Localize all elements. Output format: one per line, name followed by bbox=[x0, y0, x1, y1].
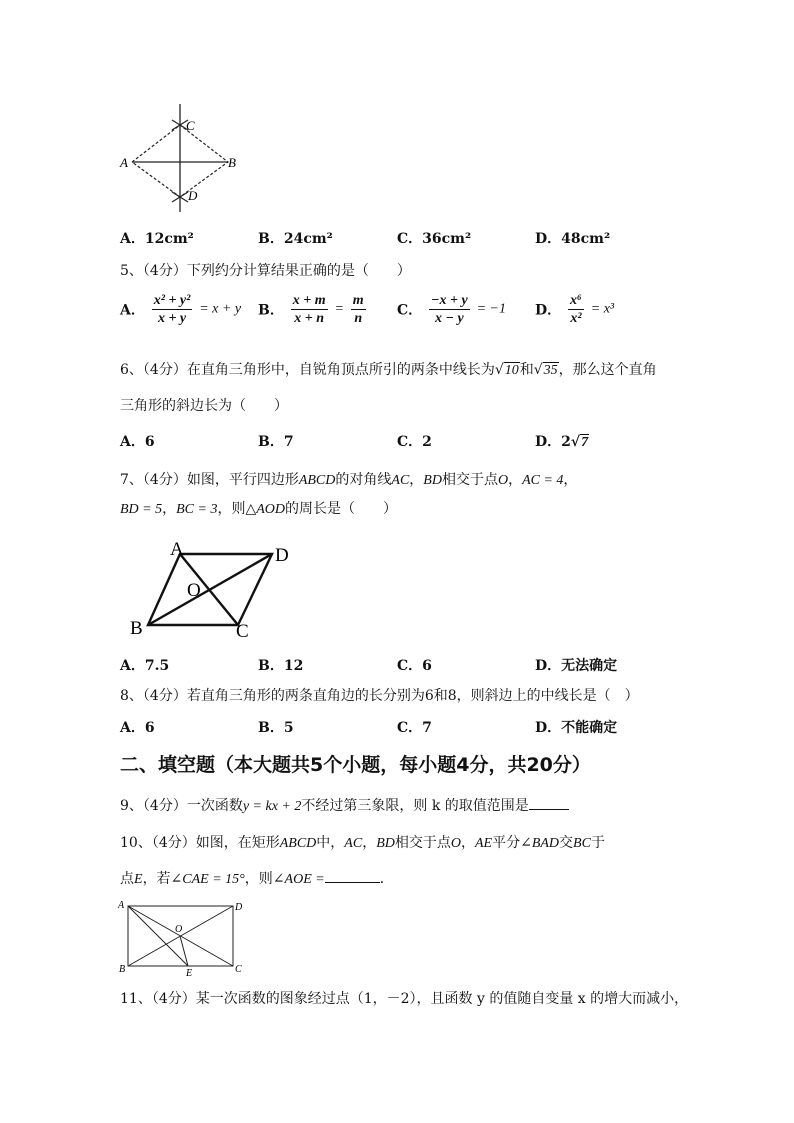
q10-figure bbox=[116, 898, 248, 978]
q9-pre: 9、（4分）一次函数 bbox=[120, 798, 243, 814]
q10-line2 bbox=[120, 868, 394, 888]
q10-sep-1: ， bbox=[362, 835, 377, 851]
q7-line1-text: 7、（4分）如图，平行四边形 bbox=[120, 472, 299, 488]
q7-line1 bbox=[120, 469, 577, 489]
q6-sqrt-1: 10 bbox=[504, 363, 519, 378]
q4-label-a: A bbox=[120, 155, 128, 170]
q10-bd: BD bbox=[376, 836, 395, 851]
q10-label-d: D bbox=[235, 902, 243, 913]
q7-abcd: ABCD bbox=[298, 473, 336, 488]
q5-stem: 5、（4分）下列约分计算结果正确的是（ ） bbox=[120, 263, 411, 279]
q7-line2-d: 的周长是（ ） bbox=[285, 501, 398, 517]
q10-line1-b: 中， bbox=[316, 835, 345, 851]
q7-option-a: A．7.5 bbox=[120, 658, 170, 674]
q7-option-c: C．6 bbox=[397, 658, 432, 674]
q4-option-a: A．12cm² bbox=[120, 231, 194, 247]
q10-bc: BC bbox=[573, 836, 591, 851]
q10-bad: BAD bbox=[531, 836, 560, 851]
q6-line1: 6、（4分）在直角三角形中，自锐角顶点所引的两条中线长为√10和√35，那么这个直角 bbox=[120, 362, 657, 378]
q5-option-c bbox=[397, 292, 506, 327]
q5-c-key: C． bbox=[397, 302, 423, 319]
q7-line2-c: ，则△ bbox=[217, 501, 257, 517]
q5-b-rhs-num: m bbox=[352, 293, 364, 308]
q7-label-c: C bbox=[236, 621, 249, 642]
q5-d-den: x² bbox=[570, 311, 582, 326]
section-2-title: 二、填空题（本大题共5个小题，每小题4分，共20分） bbox=[120, 754, 591, 776]
q10-ae: AE bbox=[474, 836, 493, 851]
q7-aod: AOD bbox=[256, 502, 286, 517]
q7-option-b: B．12 bbox=[258, 658, 304, 674]
q7-line2 bbox=[120, 498, 397, 518]
q6-stem-a: 6、（4分）在直角三角形中，自锐角顶点所引的两条中线长为 bbox=[120, 362, 495, 378]
q7-mid1: 的对角线 bbox=[335, 472, 392, 488]
q10-line1-a: 10、（4分）如图，在矩形 bbox=[120, 835, 280, 851]
q6-option-d-sqrt: 7 bbox=[581, 435, 589, 450]
q5-c-den: x − y bbox=[435, 311, 464, 326]
q5-c-rhs: = −1 bbox=[476, 301, 506, 317]
q10-answer-blank[interactable] bbox=[325, 882, 380, 883]
q10-line1-c: 相交于点 bbox=[394, 835, 451, 851]
q10-line2-b: ，若∠ bbox=[142, 871, 183, 887]
q10-label-a: A bbox=[118, 900, 125, 911]
q4-option-b: B．24cm² bbox=[258, 231, 333, 247]
q7-bd-eq: BD = 5 bbox=[120, 502, 163, 517]
q5-c-fraction bbox=[429, 292, 470, 327]
q10-o: O bbox=[450, 836, 461, 851]
q7-sep-4: ， bbox=[162, 501, 177, 517]
q7-sep-3: ， bbox=[563, 472, 578, 488]
q4-label-d: D bbox=[188, 188, 198, 203]
q10-line1-e: 交 bbox=[559, 835, 574, 851]
q5-option-d bbox=[535, 292, 614, 327]
q11-stem: 11、（4分）某一次函数的图象经过点（1，－2），且函数 y 的值随自变量 x 的增大而减小， bbox=[120, 991, 689, 1007]
q9-answer-blank[interactable] bbox=[529, 809, 569, 810]
q7-bc-eq: BC = 3 bbox=[176, 502, 218, 517]
q10-line2-c: ，则∠ bbox=[244, 871, 285, 887]
q4-label-c: C bbox=[186, 118, 195, 133]
q10-e: E bbox=[134, 872, 143, 887]
q8-option-c: C．7 bbox=[397, 720, 432, 736]
q4-figure bbox=[118, 100, 248, 218]
q5-d-key: D． bbox=[535, 302, 562, 319]
q7-label-a: A bbox=[170, 539, 184, 560]
q6-sqrt-2: 35 bbox=[543, 363, 558, 378]
q10-line1-f: 于 bbox=[590, 835, 605, 851]
q7-option-d: D．无法确定 bbox=[535, 658, 618, 674]
q5-b-rhs-den: n bbox=[354, 311, 363, 326]
q5-d-rhs: = x³ bbox=[590, 301, 615, 317]
q10-label-b: B bbox=[119, 964, 126, 975]
q5-a-num: x² + y² bbox=[153, 293, 191, 308]
q5-b-num: x + m bbox=[292, 293, 326, 308]
q8-option-d: D．不能确定 bbox=[535, 720, 618, 736]
q5-b-key: B． bbox=[258, 302, 284, 319]
q9-post: 不经过第三象限，则 k 的取值范围是 bbox=[301, 798, 529, 814]
q7-mid2: 相交于点 bbox=[441, 472, 498, 488]
q4-label-b: B bbox=[228, 155, 236, 170]
q5-d-num: x⁶ bbox=[570, 293, 582, 308]
q7-bd: BD bbox=[423, 473, 442, 488]
q10-line2-a: 点 bbox=[120, 871, 134, 887]
q6-option-d: D．2√7 bbox=[535, 434, 589, 450]
q6-option-c: C．2 bbox=[397, 434, 432, 450]
q8-option-a: A．6 bbox=[120, 720, 155, 736]
q10-sep-2: ， bbox=[460, 835, 475, 851]
q8-option-b: B．5 bbox=[258, 720, 294, 736]
q7-label-o: O bbox=[187, 580, 201, 601]
q5-c-num: −x + y bbox=[431, 293, 468, 308]
q5-a-fraction bbox=[152, 292, 193, 327]
q6-stem-b: ，那么这个直角 bbox=[558, 362, 657, 378]
q6-option-b: B．7 bbox=[258, 434, 294, 450]
q7-figure bbox=[120, 537, 300, 643]
q10-line1-d: 平分∠ bbox=[492, 835, 532, 851]
q9-expr: y = kx + 2 bbox=[242, 799, 302, 814]
q5-b-den: x + n bbox=[294, 311, 325, 326]
q6-stem-c: 三角形的斜边长为（ ） bbox=[120, 398, 288, 414]
q10-label-c: C bbox=[235, 964, 242, 975]
q10-label-e: E bbox=[186, 968, 193, 978]
q5-option-b: B． $\frac{x + m}{x + n}$ = $\frac{m}{n}$ bbox=[258, 293, 364, 326]
q7-sep-2: ， bbox=[508, 472, 523, 488]
q10-aoe: AOE = bbox=[284, 872, 325, 887]
q9-line bbox=[120, 795, 569, 815]
q10-ac: AC bbox=[344, 836, 363, 851]
q10-abcd: ABCD bbox=[279, 836, 317, 851]
q4-option-c: C．36cm² bbox=[397, 231, 472, 247]
q4-option-d: D．48cm² bbox=[535, 231, 611, 247]
q5-option-a bbox=[120, 292, 241, 327]
q7-eq1: AC = 4 bbox=[522, 473, 564, 488]
q5-a-rhs: = x + y bbox=[199, 301, 242, 317]
q5-b-fraction bbox=[291, 292, 328, 327]
q6-option-d-text: D．2 bbox=[535, 434, 571, 450]
q7-sep-1: ， bbox=[409, 472, 424, 488]
q7-label-b: B bbox=[130, 618, 143, 639]
q10-label-o: O bbox=[175, 924, 183, 935]
q7-o: O bbox=[497, 473, 509, 488]
q7-ac: AC bbox=[391, 473, 410, 488]
q10-cae: CAE = 15° bbox=[182, 872, 245, 887]
q6-option-a: A．6 bbox=[120, 434, 155, 450]
q5-a-den: x + y bbox=[157, 311, 187, 326]
q8-stem: 8、（4分）若直角三角形的两条直角边的长分别为6和8，则斜边上的中线长是（ ） bbox=[120, 688, 639, 704]
q5-d-fraction bbox=[568, 292, 584, 327]
q6-and: 和 bbox=[519, 362, 534, 378]
q10-line1 bbox=[120, 832, 605, 852]
q5-a-key: A． bbox=[120, 302, 145, 319]
q7-label-d: D bbox=[275, 545, 289, 566]
q10-line2-d: ． bbox=[379, 871, 394, 887]
q5-b-rhs-fraction bbox=[351, 292, 366, 327]
